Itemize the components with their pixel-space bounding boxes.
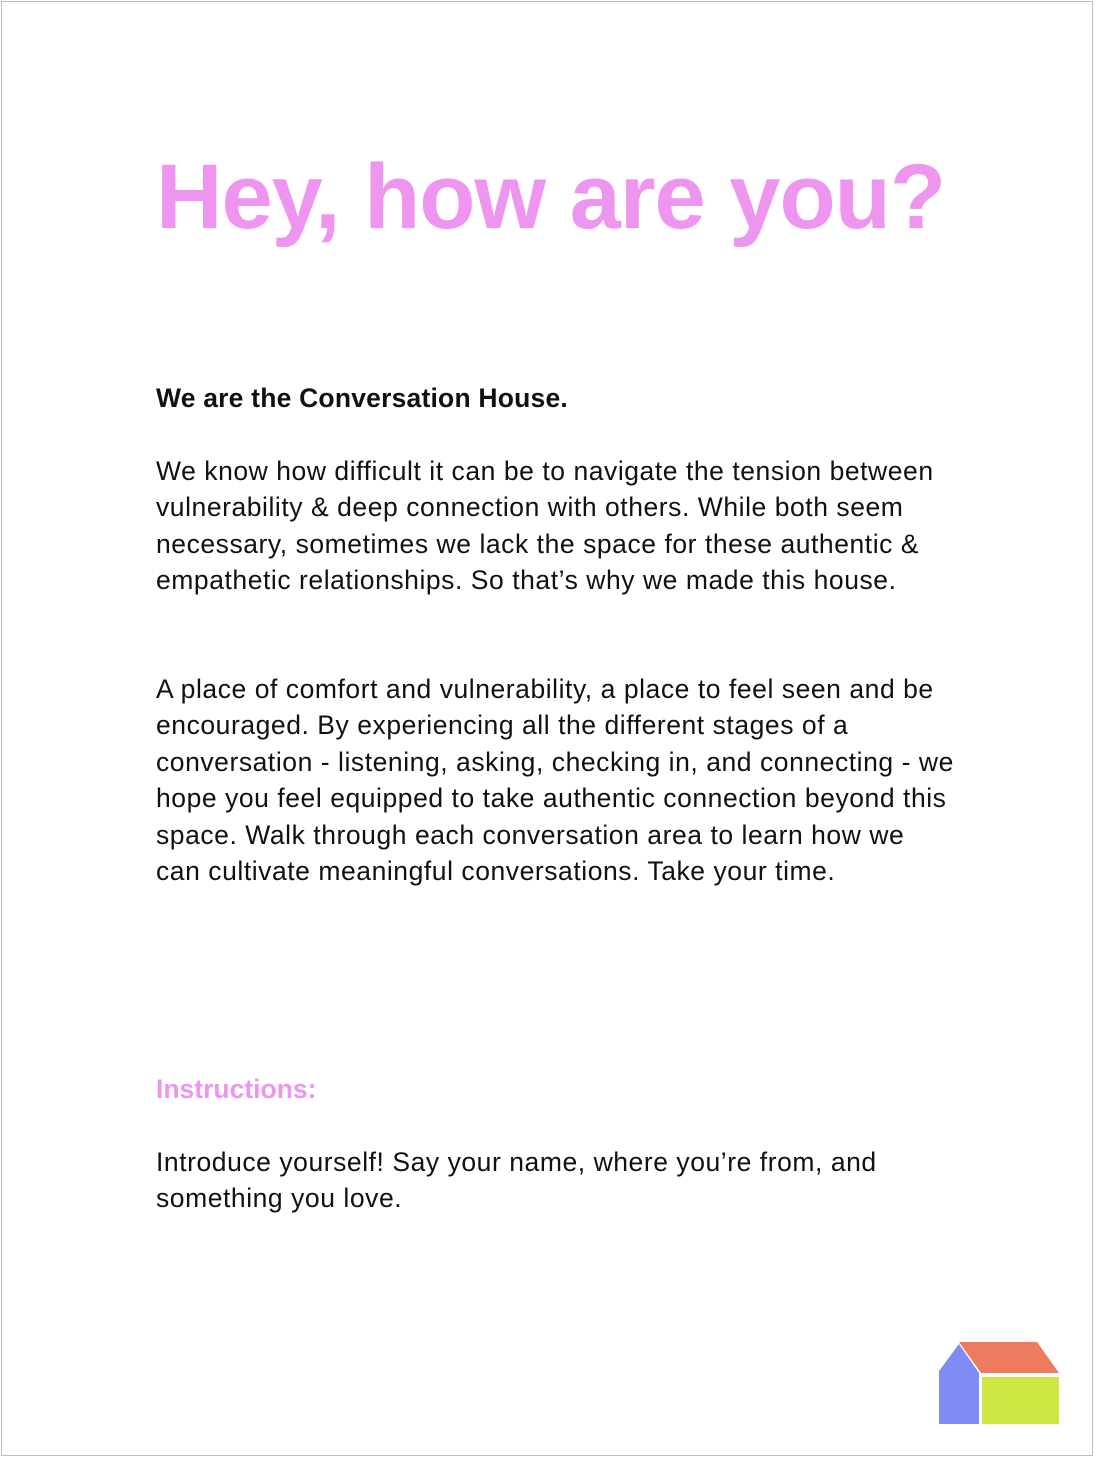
- page-title: Hey, how are you?: [156, 146, 946, 248]
- intro-paragraph-2: A place of comfort and vulnerability, a place to feel seen and be encouraged. By experiencing all the different stages of a conversation - listening, asking, checking in, and connecting - we hope you feel equipped to take authentic connection beyond this space. Walk through each conversation area to learn how we can cultivate meaningful conversations. Take your time.: [156, 674, 954, 887]
- intro-heading: We are the Conversation House.: [156, 383, 568, 413]
- instructions-text: Introduce yourself! Say your name, where you’re from, and something you love.: [156, 1147, 877, 1214]
- intro-paragraph-1: We know how difficult it can be to navigate the tension between vulnerability & deep connection with others. While both seem necessary, sometimes we lack the space for these authentic & empathetic relationships. So that’s why we made this house.: [156, 456, 934, 596]
- house-logo-icon: [939, 1342, 1059, 1424]
- house-right-wall-shape: [982, 1377, 1059, 1424]
- document-page: [1, 1, 1093, 1456]
- instructions-heading: Instructions:: [156, 1074, 317, 1104]
